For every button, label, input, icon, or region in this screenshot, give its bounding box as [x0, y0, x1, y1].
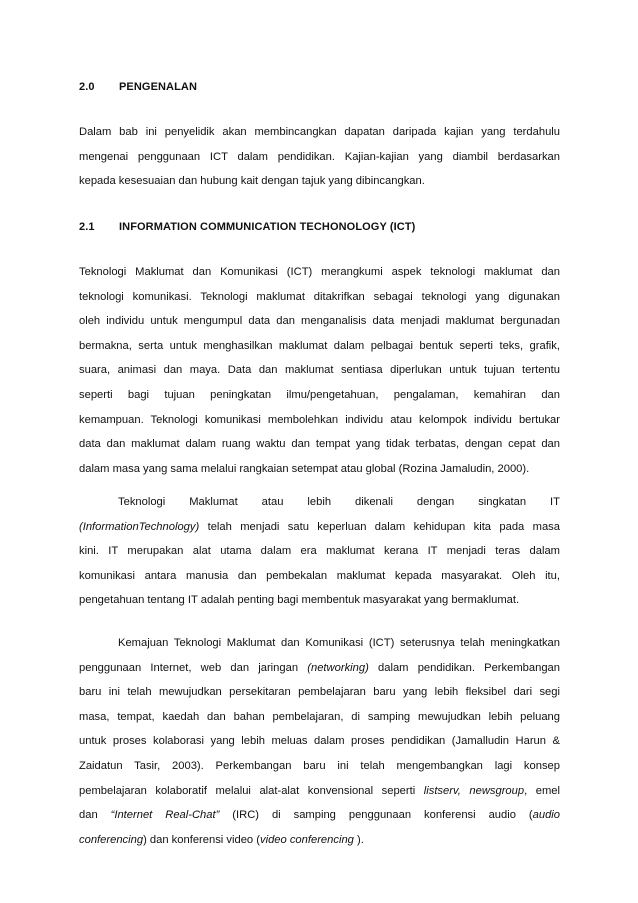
text-line: masa, tempat, kaedah dan bahan pembelajaran, di samping mewujudkan lebih peluang	[79, 710, 560, 723]
text-line: seperti bagi tujuan peningkatan ilmu/pengetahuan, pengalaman, kemahiran dan	[79, 388, 560, 401]
text-run: dan	[79, 809, 111, 822]
text-run: (IRC) di samping penggunaan konferensi audio (	[219, 809, 533, 822]
text-line: untuk proses kolaborasi yang lebih meluas dalam proses pendidikan (Jamalludin Harun &	[79, 735, 560, 748]
text-run: telah menjadi satu keperluan dalam kehidupan kita pada masa	[199, 520, 560, 533]
italic-term: conferencing	[79, 833, 144, 846]
text-line: bermakna, serta untuk menghasilkan maklumat dalam pelbagai bentuk seperti teks, grafik,	[79, 339, 560, 352]
italic-term: (networking)	[307, 661, 369, 674]
text-run: , emel	[524, 784, 561, 797]
text-line: kepada kesesuaian dan hubung kait dengan tajuk yang dibincangkan.	[79, 175, 425, 188]
text-line: Kemajuan Teknologi Maklumat dan Komunikasi (ICT) seterusnya telah meningkatkan	[118, 637, 560, 649]
text-line: Zaidatun Tasir, 2003). Perkembangan baru ini telah mengembangkan lagi konsep	[79, 759, 560, 772]
paragraph-intro	[79, 120, 560, 194]
text-line: mengenai penggunaan ICT dalam pendidikan. Kajian-kajian yang diambil berdasarkan	[79, 150, 560, 163]
text-line: Teknologi Maklumat dan Komunikasi (ICT) merangkumi aspek teknologi maklumat dan	[79, 266, 560, 278]
text-line: baru ini telah mewujudkan persekitaran pembelajaran baru yang lebih fleksibel dari segi	[79, 686, 560, 699]
text-run: dalam pendidikan. Perkembangan	[368, 661, 560, 674]
text-line: pengetahuan tentang IT adalah penting bagi membentuk masyarakat yang bermaklumat.	[79, 594, 520, 607]
italic-term: listserv, newsgroup	[423, 784, 525, 797]
text-line: komunikasi antara manusia dan pembekalan maklumat kepada masyarakat. Oleh itu,	[79, 569, 560, 582]
italic-term: “Internet Real-Chat”	[110, 809, 220, 822]
text-line: Dalam bab ini penyelidik akan membincangkan dapatan daripada kajian yang terdahulu	[79, 126, 560, 138]
text-line	[79, 515, 560, 540]
text-line	[79, 828, 560, 853]
text-line: oleh individu untuk mengumpul data dan menganalisis data menjadi maklumat bergunadan	[79, 315, 560, 328]
section-number: 2.1	[79, 221, 95, 233]
italic-term: (InformationTechnology)	[79, 520, 200, 533]
text-run: pembelajaran kolaboratif melalui alat-alat konvensional seperti	[79, 784, 424, 797]
text-line	[79, 656, 560, 681]
text-run: ).	[353, 833, 364, 846]
text-line: suara, animasi dan maya. Data dan maklumat sentiasa diperlukan untuk tujuan tertentu	[79, 364, 560, 377]
paragraph-ict-definition	[79, 260, 560, 481]
text-line: teknologi komunikasi. Teknologi maklumat ditakrifkan sebagai teknologi yang digunakan	[79, 290, 560, 303]
text-line	[79, 803, 560, 828]
section-heading-2-1	[79, 221, 415, 233]
text-line: dalam masa yang sama melalui rangkaian setempat atau global (Rozina Jamaludin, 2000).	[79, 462, 530, 475]
italic-term: audio	[532, 809, 561, 822]
text-line	[79, 779, 560, 804]
italic-term: video conferencing	[259, 833, 354, 846]
text-run: ) dan konferensi video (	[143, 833, 260, 846]
text-line: Teknologi Maklumat atau lebih dikenali dengan singkatan IT	[118, 496, 560, 508]
section-title: INFORMATION COMMUNICATION TECHONOLOGY (ICT)	[119, 221, 416, 233]
text-line: data dan maklumat dalam ruang waktu dan tempat yang tidak terbatas, dengan cepat dan	[79, 438, 560, 451]
text-line: kini. IT merupakan alat utama dalam era maklumat kerana IT menjadi teras dalam	[79, 545, 560, 558]
section-title: PENGENALAN	[119, 81, 198, 93]
section-heading-2-0	[79, 81, 197, 93]
text-line: kemampuan. Teknologi komunikasi membolehkan individu atau kelompok individu bertukar	[79, 413, 560, 426]
paragraph-it	[79, 490, 560, 613]
paragraph-ict-progress	[79, 631, 560, 852]
text-run: penggunaan Internet, web dan jaringan	[79, 661, 308, 674]
section-number: 2.0	[79, 81, 95, 93]
